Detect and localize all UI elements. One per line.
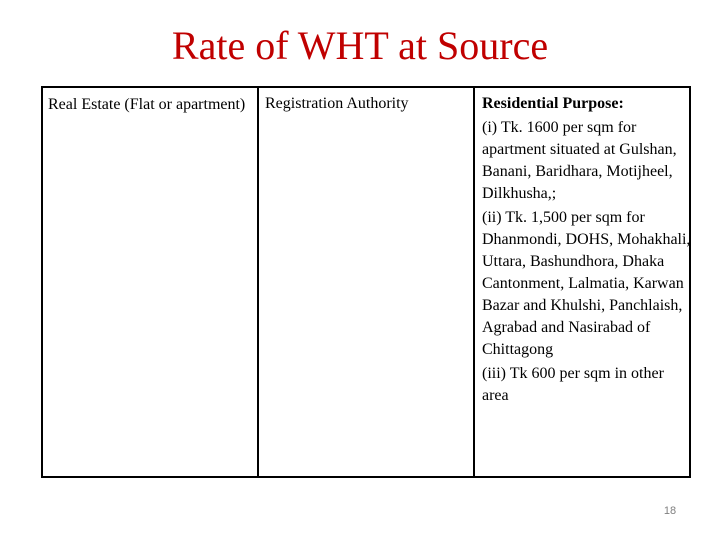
page-number: 18 [663, 505, 677, 517]
rate-heading: Residential Purpose: [482, 95, 624, 112]
authority-cell: Registration Authority [265, 95, 409, 112]
wht-rate-table [41, 86, 691, 478]
rate-item: (iii) Tk 600 per sqm in other area [482, 365, 664, 404]
column-divider [257, 88, 259, 476]
service-cell: Real Estate (Flat or apartment) [48, 96, 246, 113]
rate-item: (ii) Tk. 1,500 per sqm for Dhanmondi, DOHS, Mohakhali, Uttara, Bashundhora, Dhaka Cantonment, Lalmatia, Karwan Bazar and Khulshi, Panchlaish, Agrabad and Nasirabad of Chittagong [482, 209, 691, 358]
slide-title: Rate of WHT at Source [171, 23, 549, 68]
column-divider [473, 88, 475, 476]
rate-item: (i) Tk. 1600 per sqm for apartment situated at Gulshan, Banani, Baridhara, Motijheel, Dilkhusha,; [482, 119, 677, 202]
rate-cell [482, 93, 692, 407]
